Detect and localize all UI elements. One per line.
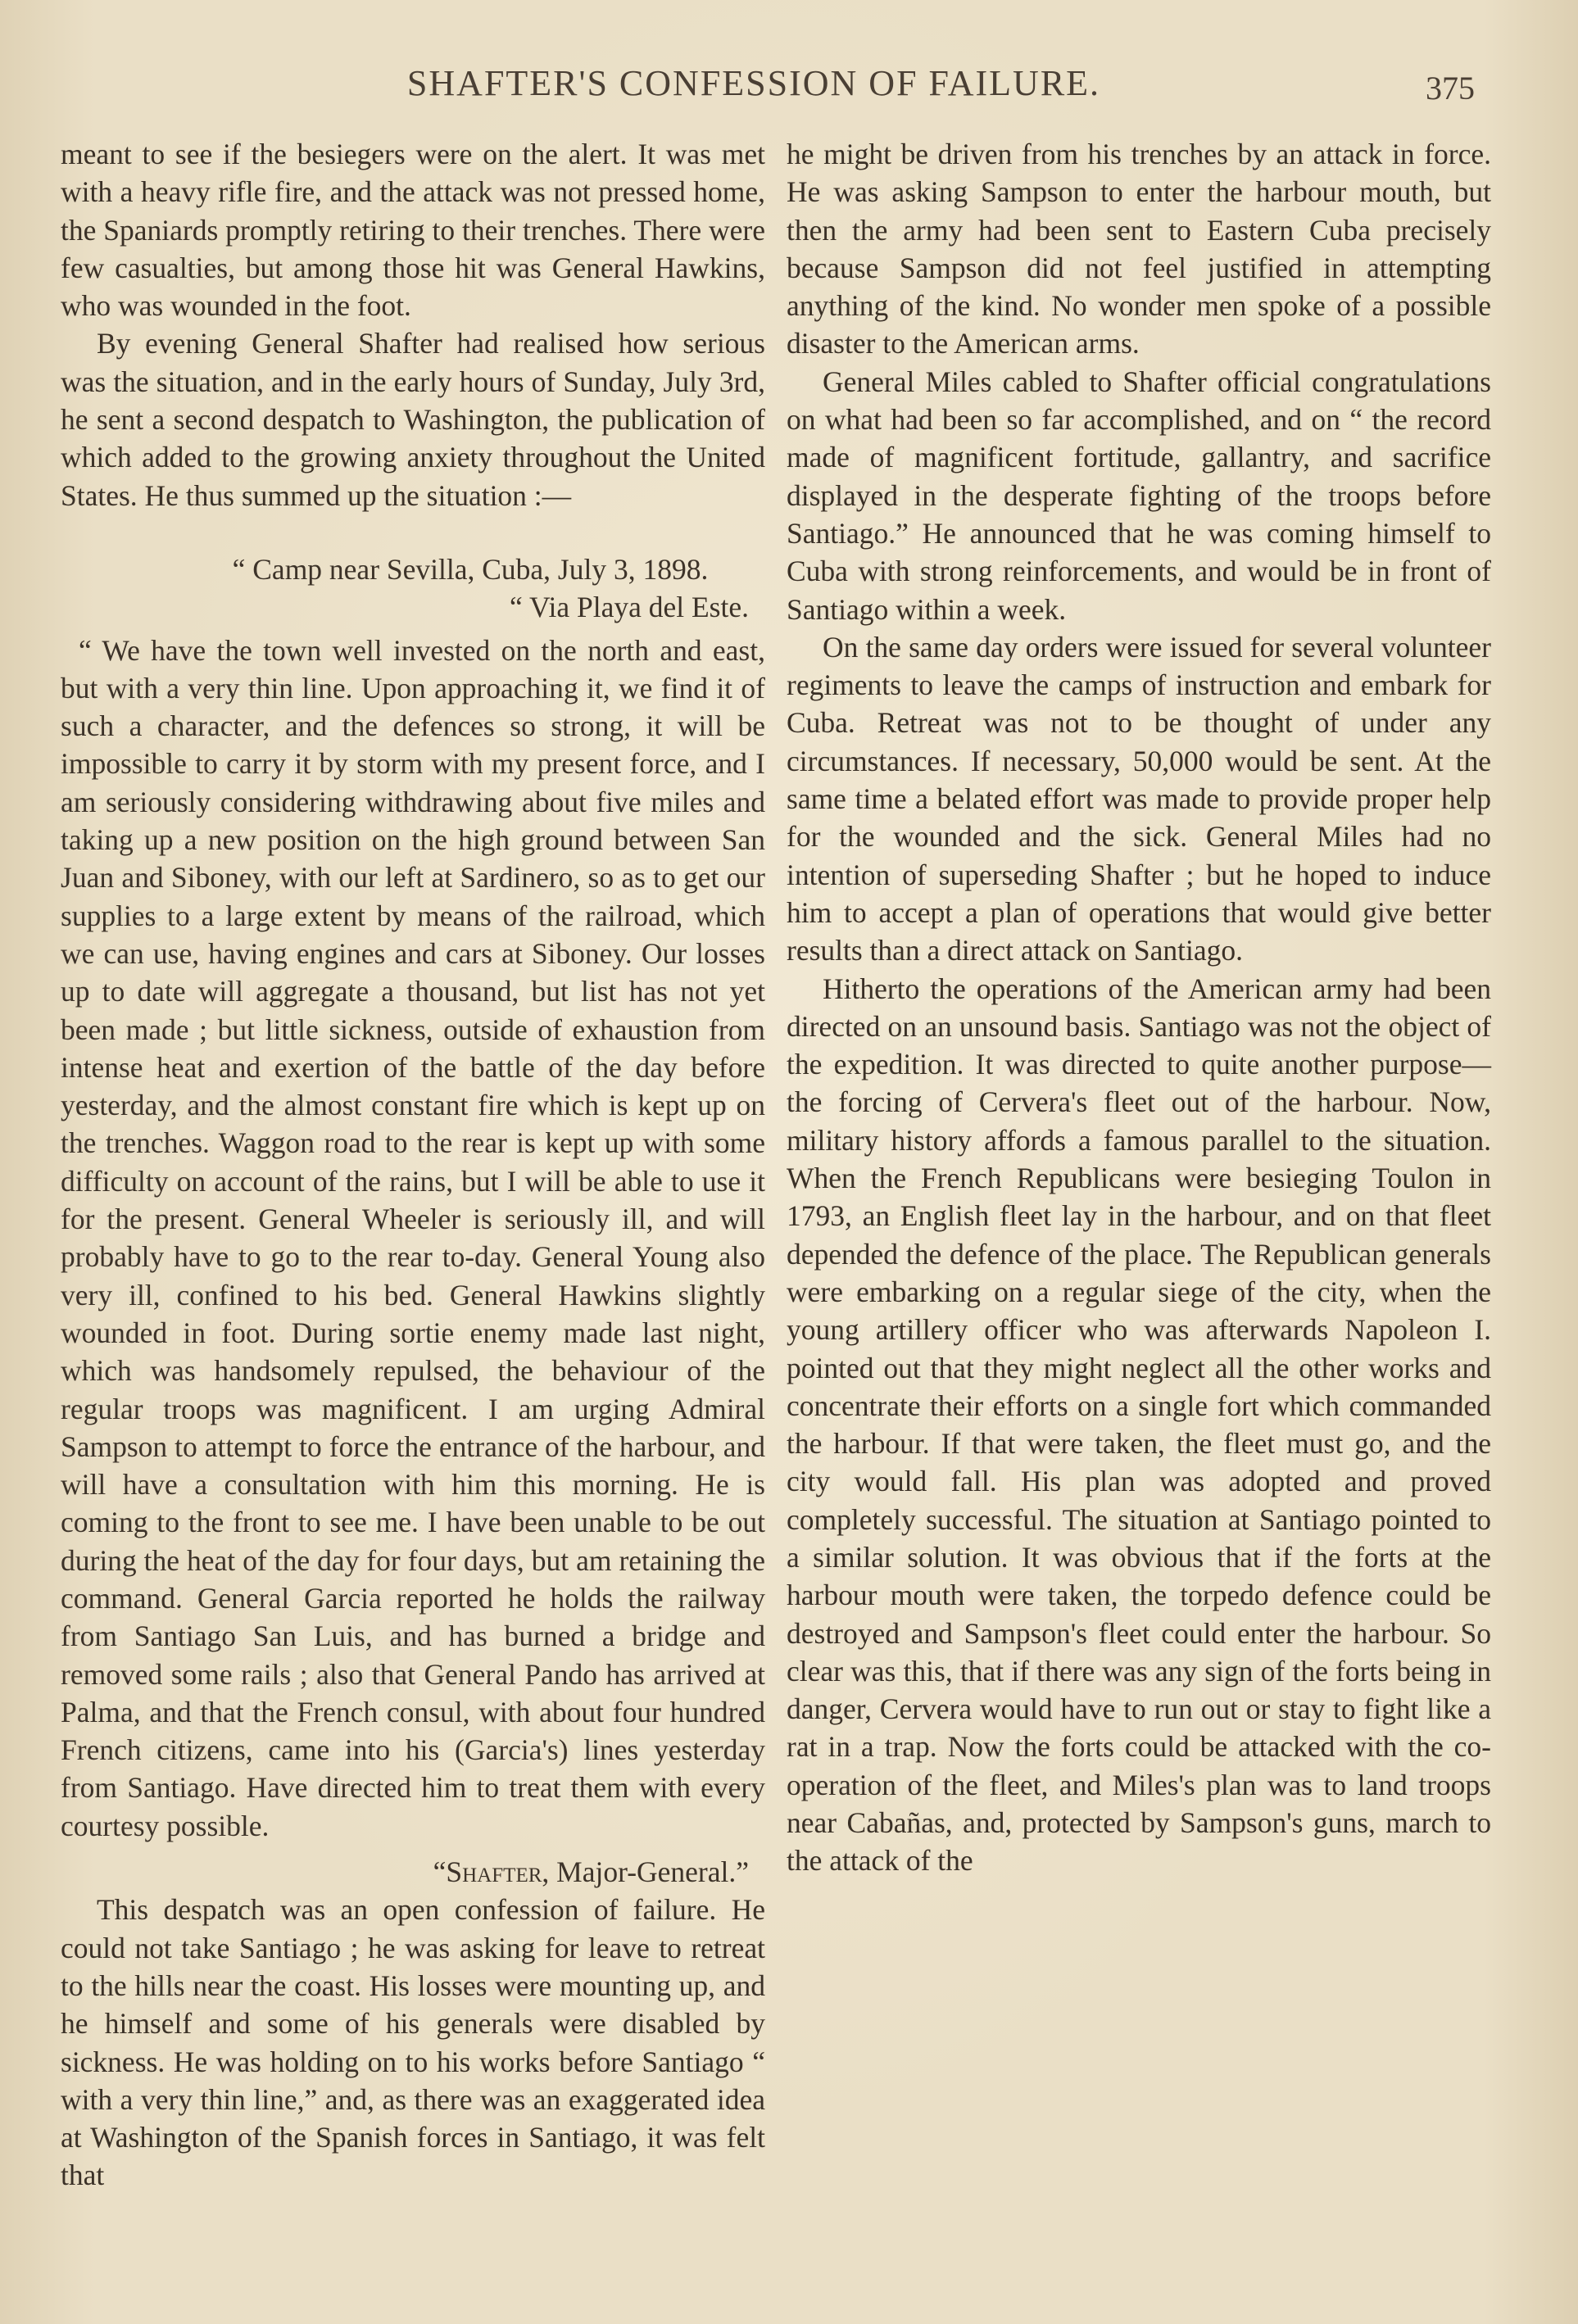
page-header	[0, 62, 1578, 120]
paragraph: On the same day orders were issued for several volunteer regiments to leave the camps of instruction and embark for Cuba. Retreat was not to be thought of under any circumstances. If necessary, 50,000 would be sent. At the same time a belated effort was made to provide proper help for the wounded and the sick. General Miles had no intention of superseding Shafter ; but he hoped to induce him to accept a plan of operations that would give better results than a direct attack on Santiago.	[787, 630, 1491, 967]
signature-open: “	[433, 1855, 447, 1889]
paragraph: This despatch was an open confession of failure. He could not take Santiago ; he was asking for leave to retreat to the hills near the coast. His losses were mounting up, and he himself and some of his generals were disabled by sickness. He was holding on to his works before Santiago “ with a very thin line,” and, as there was an exaggerated idea at Washington of the Spanish forces in Santiago, it was felt that	[61, 1893, 765, 2192]
paragraph: By evening General Shafter had realised how serious was the situation, and in the early hours of Sunday, July 3rd, he sent a second despatch to Washington, the publication of which added to the growing anxiety throughout the United States. He thus summed up the situation :—	[61, 327, 765, 512]
dispatch-signature	[61, 1853, 749, 1891]
left-column	[61, 135, 765, 2195]
paragraph: he might be driven from his trenches by an attack in force. He was asking Sampson to enter the harbour mouth, but then the army had been sent to Eastern Cuba precisely because Sampson did not feel justified in attempting anything of the kind. No wonder men spoke of a possible disaster to the American arms.	[787, 138, 1491, 360]
paragraph: General Miles cabled to Shafter official congratulations on what had been so far accomplished, and on “ the record made of magnificent fortitude, gallantry, and sacrifice displayed in the desperate fighting of the troops before Santiago.” He announced that he was coming himself to Cuba with strong reinforcements, and would be in front of Santiago within a week.	[787, 365, 1491, 626]
dispatch-dateline: “ Camp near Sevilla, Cuba, July 3, 1898.	[232, 552, 709, 586]
dispatch-via: “ Via Playa del Este.	[510, 591, 749, 624]
paragraph: Hitherto the operations of the American army had been directed on an unsound basis. Santiago was not the object of the expedition. It was directed to quite another purpose—the forcing of Cervera's fleet out of the harbour. Now, military history affords a famous parallel to the situation. When the French Republicans were besieging Toulon in 1793, an English fleet lay in the harbour, and on that fleet depended the defence of the place. The Republican generals were embarking on a regular siege of the city, when the young artillery officer who was afterwards Napoleon I. pointed out that they might neglect all the other works and concentrate their efforts on a single fort which commanded the harbour. If that were taken, the fleet must go, and the city would fall. His plan was adopted and proved completely successful. The situation at Santiago pointed to a similar solution. It was obvious that if the forts at the harbour mouth were taken, the torpedo defence could be destroyed and Sampson's fleet could enter the harbour. So clear was this, that if there was any sign of the forts being in danger, Cervera would have to run out or stay to fight like a rat in a trap. Now the forts could be attacked with the co-operation of the fleet, and Miles's plan was to land troops near Cabañas, and, protected by Sampson's guns, march to the attack of the	[787, 972, 1491, 1878]
quoted-dispatch	[61, 550, 765, 1891]
right-column	[787, 135, 1491, 1880]
paragraph: meant to see if the besiegers were on the alert. It was met with a heavy rifle fire, and the attack was not pressed home, the Spaniards promptly retiring to their trenches. There were few casualties, but among those hit was General Hawkins, who was wounded in the foot.	[61, 138, 765, 323]
page-number: 375	[1426, 70, 1475, 106]
signature-rank: , Major-General.”	[542, 1855, 749, 1889]
dispatch-body: “ We have the town well invested on the north and east, but with a very thin line. Upon approaching it, we find it of such a character, and the defences so strong, it will be impossible to carry it by storm with my present force, and I am seriously considering withdrawing about five miles and taking up a new position on the high ground between San Juan and Siboney, with our left at Sardinero, so as to get our supplies to a large extent by means of the railroad, which we can use, having engines and cars at Siboney. Our losses up to date will aggregate a thousand, but list has not yet been made ; but little sickness, outside of exhaustion from intense heat and exertion of the battle of the day before yesterday, and the almost constant fire which is kept up on the trenches. Waggon road to the rear is kept up with some difficulty on account of the rains, but I will be able to use it for the present. General Wheeler is seriously ill, and will probably have to go to the rear to-day. General Young also very ill, confined to his bed. General Hawkins slightly wounded in foot. During sortie enemy made last night, which was handsomely repulsed, the behaviour of the regular troops was magnificent. I am urging Admiral Sampson to attempt to force the entrance of the harbour, and will have a consultation with him this morning. He is coming to the front to see me. I have been unable to be out during the heat of the day for four days, but am retaining the command. General Garcia reported he holds the railway from Santiago San Luis, and has burned a bridge and removed some rails ; also that General Pando has arrived at Palma, and that the French consul, with about four hundred French citizens, came into his (Garcia's) lines yesterday from Santiago. Have directed him to treat them with every courtesy possible.	[61, 633, 765, 1842]
signature-name: Shafter	[446, 1855, 542, 1889]
running-title: SHAFTER'S CONFESSION OF FAILURE.	[406, 63, 1101, 103]
